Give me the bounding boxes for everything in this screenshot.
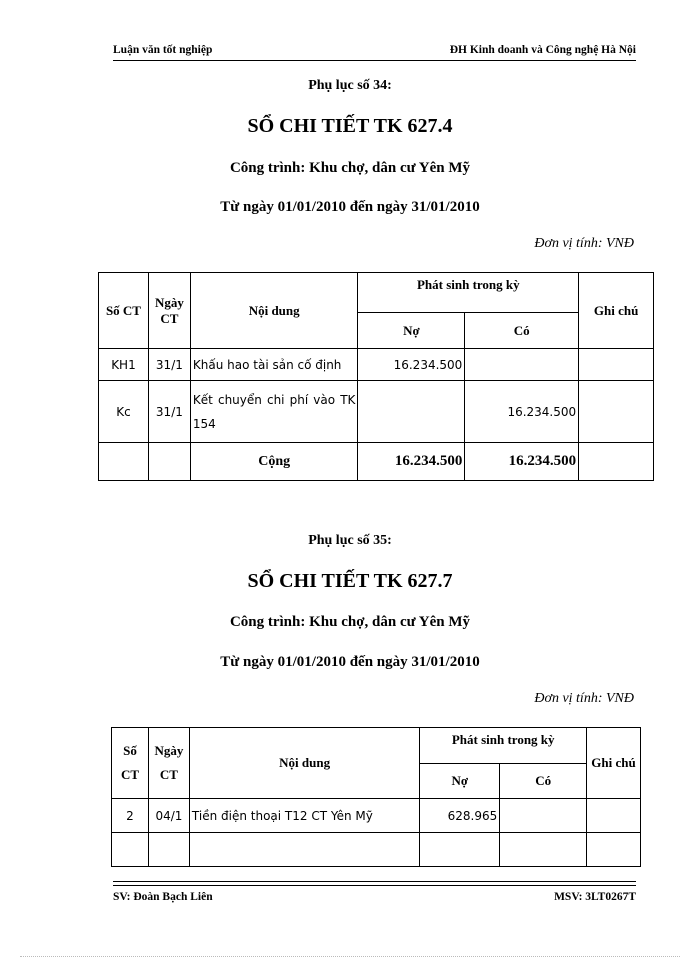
total-co: 16.234.500 xyxy=(465,443,579,481)
cell-so-ct: Kc xyxy=(99,381,149,443)
header-rule xyxy=(113,60,636,61)
total-row xyxy=(99,443,654,481)
cell-no xyxy=(358,381,465,443)
cell-ghi-chu xyxy=(579,349,654,381)
period-label-1: Từ ngày 01/01/2010 đến ngày 31/01/2010 xyxy=(220,199,480,215)
thesis-label: Luận văn tốt nghiệp xyxy=(113,44,213,56)
col-header-ngay-ct: Ngày CT xyxy=(148,273,190,349)
table-row xyxy=(99,349,654,381)
university-label: ĐH Kinh doanh và Công nghệ Hà Nội xyxy=(449,44,636,56)
cell-co xyxy=(465,349,579,381)
project-label-2: Công trình: Khu chợ, dân cư Yên Mỹ xyxy=(229,614,471,630)
col-header-ghi-chu: Ghi chú xyxy=(587,728,641,799)
student-name: SV: Đoàn Bạch Liên xyxy=(113,891,213,903)
period-label-2: Từ ngày 01/01/2010 đến ngày 31/01/2010 xyxy=(220,654,480,670)
project-label-1: Công trình: Khu chợ, dân cư Yên Mỹ xyxy=(229,160,471,176)
table-row-empty xyxy=(112,833,641,867)
col-header-phat-sinh: Phát sinh trong kỳ xyxy=(358,273,579,313)
cell-ngay: 31/1 xyxy=(148,349,190,381)
col-header-noi-dung: Nội dung xyxy=(190,273,358,349)
appendix-34-label: Phụ lục số 34: xyxy=(308,78,392,93)
col-header-ghi-chu: Ghi chú xyxy=(579,273,654,349)
col-header-so-ct: Số CT xyxy=(112,728,149,799)
col-header-ngay-ct: Ngày CT xyxy=(148,728,189,799)
cell-ghi-chu xyxy=(587,799,641,833)
total-no: 16.234.500 xyxy=(358,443,465,481)
cell-ghi-chu xyxy=(579,381,654,443)
unit-label-1: Đơn vị tính: VNĐ xyxy=(534,236,634,251)
col-header-no: Nợ xyxy=(358,313,465,349)
appendix-35-label: Phụ lục số 35: xyxy=(308,533,392,548)
footer-rule xyxy=(113,881,636,886)
col-header-co: Có xyxy=(465,313,579,349)
col-header-noi-dung: Nội dung xyxy=(189,728,419,799)
page-edge-divider xyxy=(20,956,680,957)
col-header-co: Có xyxy=(500,764,587,799)
cell-no: 628.965 xyxy=(420,799,500,833)
col-header-so-ct: Số CT xyxy=(99,273,149,349)
col-header-no: Nợ xyxy=(420,764,500,799)
cell-noi-dung: Kết chuyển chi phí vào TK 154 xyxy=(190,381,358,443)
table-row xyxy=(112,799,641,833)
col-header-phat-sinh: Phát sinh trong kỳ xyxy=(420,728,587,764)
cell-so-ct: 2 xyxy=(112,799,149,833)
unit-label-2: Đơn vị tính: VNĐ xyxy=(534,691,634,706)
cell-noi-dung: Tiền điện thoại T12 CT Yên Mỹ xyxy=(189,799,419,833)
ledger-table-627-7 xyxy=(111,727,641,867)
cell-co xyxy=(500,799,587,833)
cell-noi-dung: Khấu hao tài sản cố định xyxy=(190,349,358,381)
cell-co: 16.234.500 xyxy=(465,381,579,443)
ledger-table-627-4 xyxy=(98,272,654,481)
cell-no: 16.234.500 xyxy=(358,349,465,381)
table-row xyxy=(99,381,654,443)
total-label: Cộng xyxy=(190,443,358,481)
ledger-627-4-title: SỔ CHI TIẾT TK 627.4 xyxy=(247,115,453,137)
student-id: MSV: 3LT0267T xyxy=(554,891,636,903)
cell-ngay: 04/1 xyxy=(148,799,189,833)
cell-ngay: 31/1 xyxy=(148,381,190,443)
cell-so-ct: KH1 xyxy=(99,349,149,381)
ledger-627-7-title: SỔ CHI TIẾT TK 627.7 xyxy=(247,570,453,592)
